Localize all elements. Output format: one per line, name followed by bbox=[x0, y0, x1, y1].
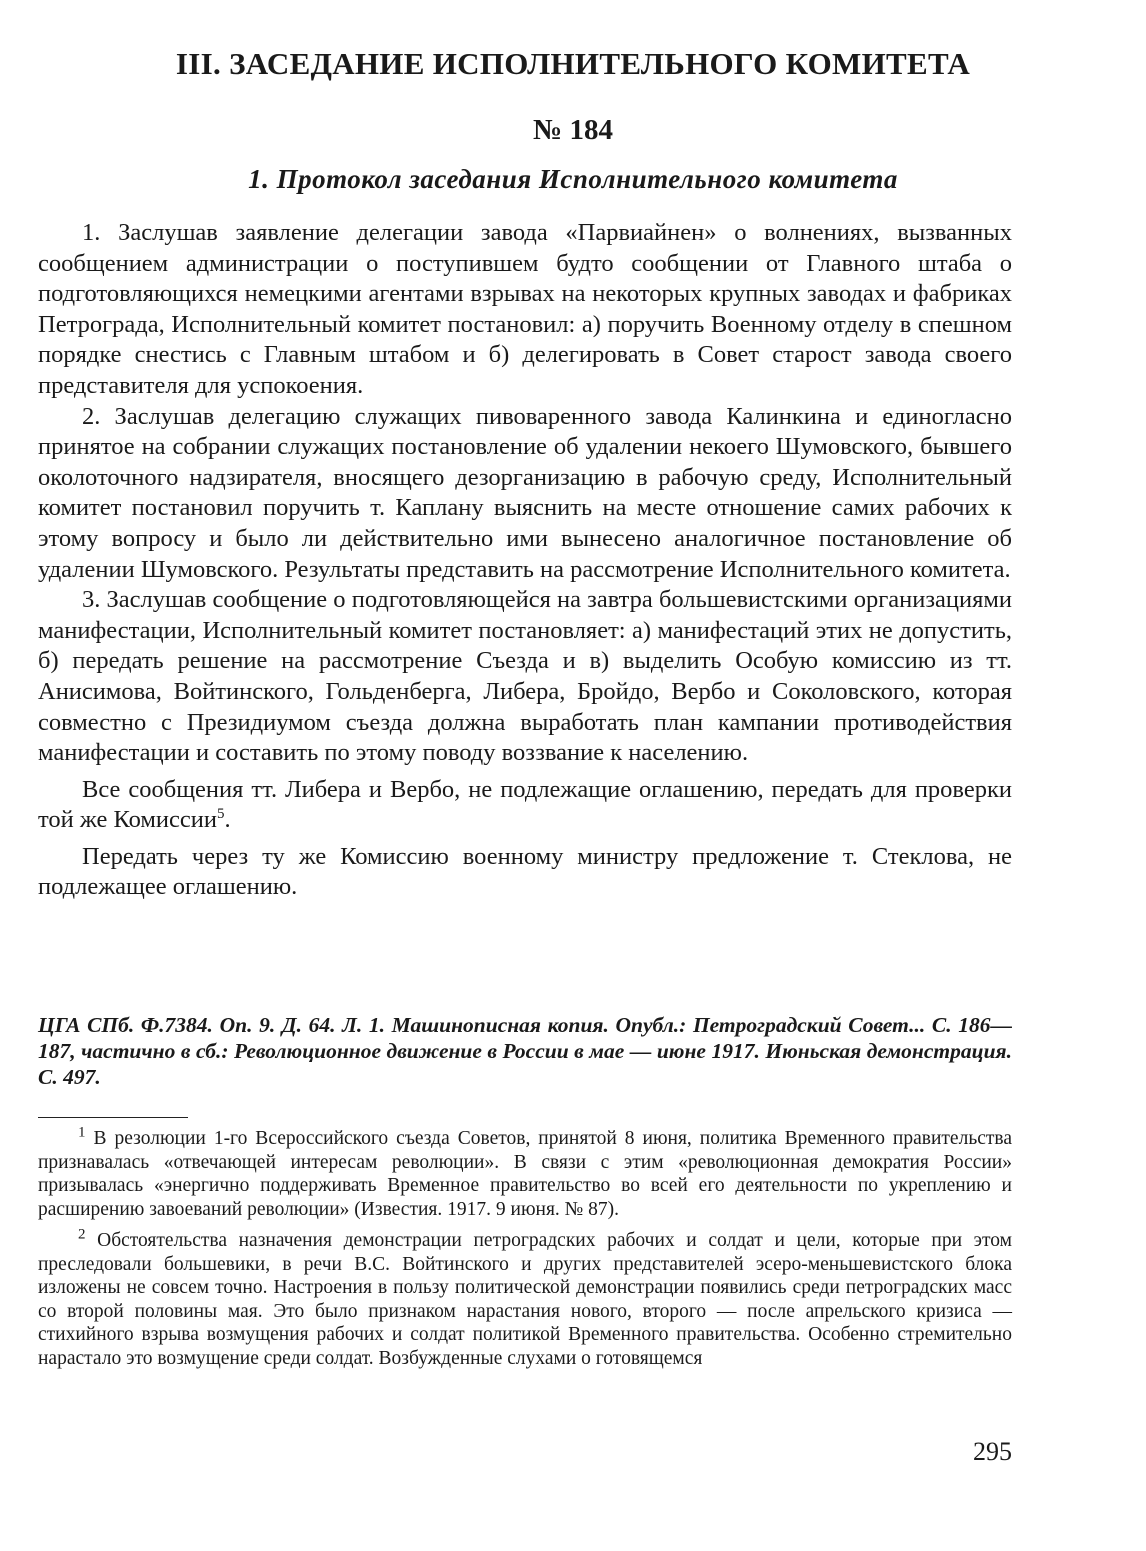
document-subtitle: 1. Протокол заседания Исполнительного комитета bbox=[248, 164, 898, 194]
section-title: III. ЗАСЕДАНИЕ ИСПОЛНИТЕЛЬНОГО КОМИТЕТА bbox=[175, 46, 971, 81]
protocol-body bbox=[38, 218, 1012, 903]
footnote-2 bbox=[38, 1226, 1012, 1370]
document-number: № 184 bbox=[533, 114, 613, 146]
footnote-mark-5: 5 bbox=[216, 806, 225, 823]
paragraph-3: 3. Заслушав сообщение о подготовляющейся на завтра большевистскими организациями манифестации, Исполнительный комитет постановляет: а) манифестаций этих не допустить, б) передать решение на рассмотрение Съезда и в) выделить Особую комиссию из тт. Анисимова, Войтинского, Гольденберга, Либера, Бройдо, Вербо и Соколовского, которая совместно с Президиумом съезда должна выработать план кампании противодействия манифестации и составить по этому поводу воззвание к населению. bbox=[38, 586, 1012, 767]
footnotes bbox=[38, 1124, 1012, 1370]
archival-source-note: ЦГА СПб. Ф.7384. Оп. 9. Д. 64. Л. 1. Машинописная копия. Опубл.: Петроградский Совет... С. 186—187, частично в сб.: Революционное движение в России в мае — июне 1917. Июньская демонстрация. С. 497. bbox=[38, 1013, 1012, 1089]
footnote-2-mark: 2 bbox=[78, 1226, 86, 1243]
paragraph-4-text: Все сообщения тт. Либера и Вербо, не подлежащие оглашению, передать для проверки той же Комиссии bbox=[38, 775, 1012, 834]
paragraph-2: 2. Заслушав делегацию служащих пивоваренного завода Калинкина и единогласно принятое на собрании служащих постановление об удалении некоего Шумовского, бывшего околоточного надзирателя, вносящего дезорганизацию в рабочую среду, Исполнительный комитет постановил поручить т. Каплану выяснить на месте отношение самих рабочих к этому вопросу и было ли действительно ими вынесено аналогичное постановление об удалении Шумовского. Результаты представить на рассмотрение Исполнительного комитета. bbox=[38, 402, 1012, 583]
footnote-1-text: В резолюции 1-го Всероссийского съезда Советов, принятой 8 июня, политика Временного правительства признавалась «отвечающей интересам революции». В связи с этим «революционная демократия России» призывалась «энергично поддерживать Временное правительство во всей его деятельности по укреплению и расширению завоеваний революции» (Известия. 1917. 9 июня. № 87). bbox=[38, 1128, 1012, 1220]
paragraph-1: 1. Заслушав заявление делегации завода «Парвиайнен» о волнениях, вызванных сообщением администрации о поступившем будто сообщении от Главного штаба о подготовляющихся немецкими агентами взрывах на некоторых крупных заводах и фабриках Петрограда, Исполнительный комитет постановил: а) поручить Военному отделу в спешном порядке снестись с Главным штабом и б) делегировать в Совет старост завода своего представителя для успокоения. bbox=[38, 219, 1012, 399]
footnote-2-text: Обстоятельства назначения демонстрации петроградских рабочих и солдат и цели, которые при этом преследовали большевики, в речи В.С. Войтинского и других представителей эсеро-меньшевистского блока изложены не совсем точно. Настроения в пользу политической демонстрации появились среди петроградских масс со второй половины мая. Это было признаком нарастания нового, второго — после апрельского кризиса — стихийного взрыва возмущения рабочих и солдат политикой Временного правительства. Особенно стремительно нарастало это возмущение среди солдат. Возбужденные слухами о готовящемся bbox=[38, 1230, 1012, 1369]
paragraph-5: Передать через ту же Комиссию военному министру предложение т. Стеклова, не подлежащее оглашению. bbox=[38, 842, 1012, 901]
footnote-1-mark: 1 bbox=[78, 1124, 86, 1141]
page-number: 295 bbox=[973, 1437, 1012, 1466]
paragraph-4 bbox=[38, 775, 1012, 836]
paragraph-4-period: . bbox=[224, 806, 231, 834]
footnote-1 bbox=[38, 1124, 1012, 1221]
footnote-divider bbox=[38, 1117, 188, 1118]
